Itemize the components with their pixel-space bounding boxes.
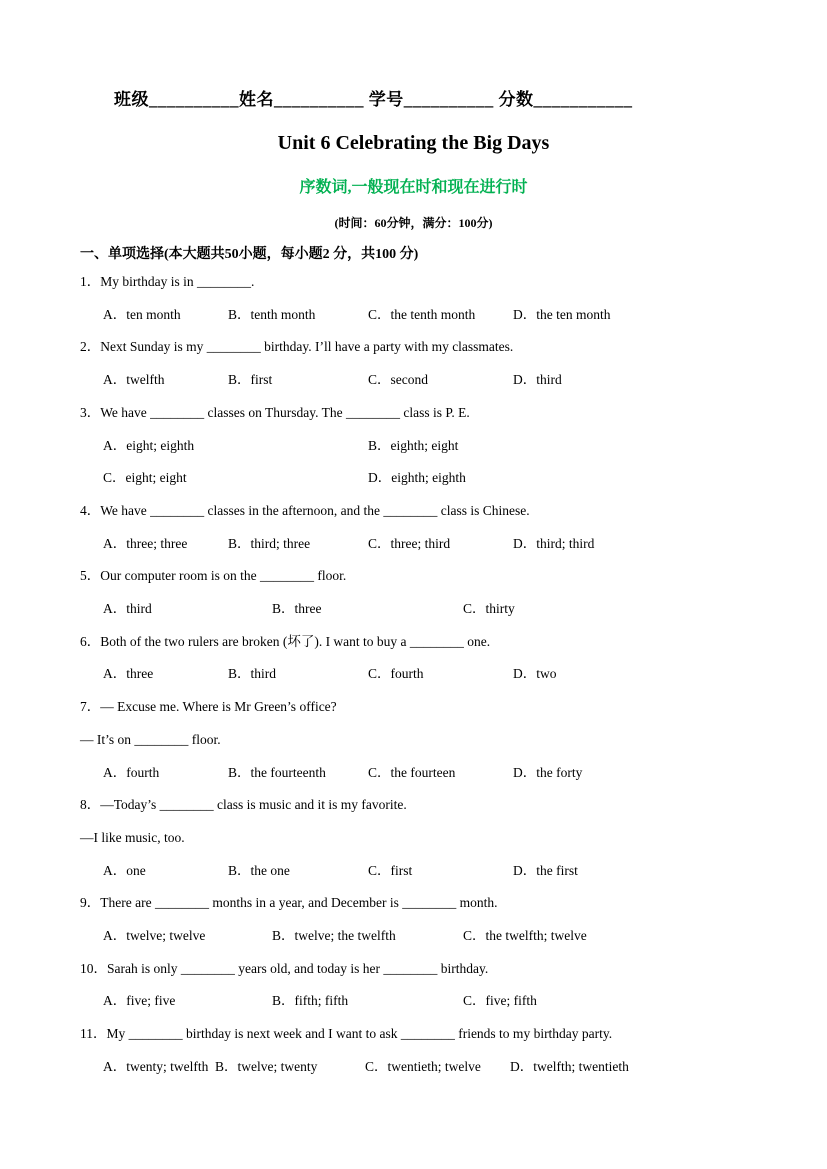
option-label: B． <box>272 993 295 1009</box>
question-block <box>80 789 747 887</box>
option-text: one <box>126 862 146 878</box>
answer-option <box>272 920 463 953</box>
answer-option <box>103 364 228 397</box>
page-title: Unit 6 Celebrating the Big Days <box>277 132 550 154</box>
option-label: C． <box>368 862 391 878</box>
option-label: C． <box>103 470 126 486</box>
student-info-line: 班级__________姓名__________ 学号__________ 分数___________ <box>114 90 633 109</box>
option-label: A． <box>103 928 127 944</box>
answer-option <box>365 1051 510 1084</box>
option-text: ten month <box>126 306 181 322</box>
answer-option <box>103 1051 215 1084</box>
option-label: D． <box>368 470 392 486</box>
option-text: fourth <box>126 764 160 780</box>
answer-option <box>103 528 228 561</box>
option-text: three; three <box>126 535 188 551</box>
option-text: first <box>250 372 273 388</box>
option-text: twelve; twelve <box>126 928 206 944</box>
question-number: 7． <box>80 699 101 715</box>
answer-option <box>510 1051 629 1084</box>
option-label: A． <box>103 862 127 878</box>
question-stem-line <box>80 626 747 659</box>
option-row <box>80 364 747 397</box>
option-label: B． <box>228 862 251 878</box>
question-stem-text: We have ________ classes in the afternoon, and the ________ class is Chinese. <box>100 502 530 518</box>
answer-option <box>368 855 513 888</box>
exam-info: (时间：60分钟，满分：100分) <box>334 216 493 230</box>
answer-option <box>228 855 368 888</box>
question-stem-line <box>80 331 747 364</box>
option-row <box>80 658 747 691</box>
question-number: 5． <box>80 568 101 584</box>
option-label: C． <box>463 993 486 1009</box>
option-text: three <box>294 601 322 617</box>
question-stem-text: Sarah is only ________ years old, and today is her ________ birthday. <box>107 960 489 976</box>
answer-option <box>103 985 272 1018</box>
option-label: C． <box>368 535 391 551</box>
option-label: D． <box>513 306 537 322</box>
option-label: B． <box>228 666 251 682</box>
answer-option <box>463 593 515 626</box>
question-block <box>80 953 747 1018</box>
option-text: the fourteenth <box>250 764 326 780</box>
question-block <box>80 1018 747 1083</box>
option-text: third <box>250 666 277 682</box>
answer-option <box>513 757 582 790</box>
option-label: A． <box>103 993 127 1009</box>
question-stem-text: Both of the two rulers are broken (坏了). I want to buy a ________ one. <box>100 633 491 649</box>
option-label: A． <box>103 372 127 388</box>
option-label: D． <box>510 1058 534 1074</box>
question-stem-line <box>80 691 747 724</box>
option-row <box>80 757 747 790</box>
option-text: five; five <box>126 993 176 1009</box>
answer-option <box>103 593 272 626</box>
option-text: three <box>126 666 154 682</box>
option-label: B． <box>272 601 295 617</box>
option-label: B． <box>368 437 391 453</box>
option-text: the tenth month <box>390 306 476 322</box>
answer-option <box>228 528 368 561</box>
option-text: eighth; eighth <box>391 470 466 486</box>
option-text: thirty <box>485 601 515 617</box>
option-label: A． <box>103 535 127 551</box>
answer-option <box>103 757 228 790</box>
option-text: eight; eight <box>125 470 187 486</box>
option-text: first <box>390 862 413 878</box>
option-label: D． <box>513 535 537 551</box>
option-text: twelve; twenty <box>237 1058 318 1074</box>
option-text: twenty; twelfth <box>126 1058 209 1074</box>
option-label: D． <box>513 666 537 682</box>
answer-option <box>272 985 463 1018</box>
option-row <box>80 462 747 495</box>
grammar-subtitle: 序数词,一般现在时和现在进行时 <box>299 179 528 196</box>
option-text: tenth month <box>250 306 316 322</box>
question-stem-text: —Today’s ________ class is music and it is my favorite. <box>100 797 407 813</box>
question-stem-text: Next Sunday is my ________ birthday. I’ll have a party with my classmates. <box>100 339 514 355</box>
answer-option <box>368 658 513 691</box>
question-stem-line <box>80 724 747 757</box>
option-label: B． <box>272 928 295 944</box>
option-text: twelfth; twentieth <box>533 1058 629 1074</box>
questions-list <box>80 266 747 1084</box>
answer-option <box>368 430 458 463</box>
option-label: A． <box>103 437 127 453</box>
option-label: C． <box>368 764 391 780</box>
option-text: third; three <box>250 535 311 551</box>
answer-option <box>513 658 557 691</box>
option-row <box>80 593 747 626</box>
option-label: B． <box>228 306 251 322</box>
question-stem-line <box>80 953 747 986</box>
option-text: third <box>126 601 152 617</box>
option-label: B． <box>215 1058 238 1074</box>
answer-option <box>368 528 513 561</box>
option-row <box>80 985 747 1018</box>
option-label: C． <box>368 306 391 322</box>
question-stem-text: Our computer room is on the ________ floor. <box>100 568 347 584</box>
question-block <box>80 397 747 495</box>
option-text: the twelfth; twelve <box>485 928 587 944</box>
question-stem-text: —I like music, too. <box>80 829 185 845</box>
question-stem-line <box>80 266 747 299</box>
option-label: C． <box>368 666 391 682</box>
answer-option <box>513 855 578 888</box>
question-block <box>80 560 747 625</box>
option-text: two <box>536 666 557 682</box>
question-block <box>80 495 747 560</box>
option-text: the fourteen <box>390 764 456 780</box>
question-stem-line <box>80 887 747 920</box>
question-number: 8． <box>80 797 101 813</box>
question-stem-text: My ________ birthday is next week and I want to ask ________ friends to my birthday party. <box>106 1026 613 1042</box>
option-text: third; third <box>536 535 595 551</box>
option-text: the forty <box>536 764 583 780</box>
question-number: 9． <box>80 895 101 911</box>
option-label: C． <box>463 928 486 944</box>
option-label: C． <box>368 372 391 388</box>
answer-option <box>368 757 513 790</box>
option-text: the one <box>250 862 290 878</box>
option-label: B． <box>228 764 251 780</box>
answer-option <box>228 364 368 397</box>
option-label: A． <box>103 1058 127 1074</box>
answer-option <box>228 658 368 691</box>
question-stem-text: — It’s on ________ floor. <box>80 731 221 747</box>
answer-option <box>513 364 562 397</box>
option-row <box>80 299 747 332</box>
question-stem-line <box>80 789 747 822</box>
option-label: C． <box>365 1058 388 1074</box>
option-label: B． <box>228 535 251 551</box>
answer-option <box>368 364 513 397</box>
answer-option <box>513 299 611 332</box>
option-text: second <box>390 372 429 388</box>
option-text: eight; eighth <box>126 437 195 453</box>
option-row <box>80 920 747 953</box>
question-number: 2． <box>80 339 101 355</box>
answer-option <box>228 757 368 790</box>
question-number: 10． <box>80 960 107 976</box>
option-label: C． <box>463 601 486 617</box>
question-number: 4． <box>80 502 101 518</box>
question-stem-text: We have ________ classes on Thursday. The ________ class is P. E. <box>100 404 470 420</box>
option-text: the first <box>536 862 578 878</box>
answer-option <box>463 920 587 953</box>
question-number: 1． <box>80 274 101 289</box>
question-stem-line <box>80 397 747 430</box>
option-text: fifth; fifth <box>294 993 349 1009</box>
question-number: 3． <box>80 404 101 420</box>
option-text: twelfth <box>126 372 165 388</box>
question-stem-line <box>80 495 747 528</box>
answer-option <box>103 430 368 463</box>
option-text: eighth; eight <box>390 437 459 453</box>
question-stem-line <box>80 560 747 593</box>
option-row <box>80 528 747 561</box>
question-stem-text: My birthday is in ________. <box>100 274 255 289</box>
answer-option <box>272 593 463 626</box>
option-row <box>80 1051 747 1084</box>
answer-option <box>463 985 537 1018</box>
question-stem-text: — Excuse me. Where is Mr Green’s office? <box>100 699 337 715</box>
question-number: 6． <box>80 633 101 649</box>
answer-option <box>215 1051 365 1084</box>
option-text: twelve; the twelfth <box>294 928 396 944</box>
question-block <box>80 626 747 691</box>
answer-option <box>368 299 513 332</box>
option-row <box>80 855 747 888</box>
option-text: three; third <box>390 535 451 551</box>
option-text: third <box>536 372 562 388</box>
option-label: A． <box>103 601 127 617</box>
option-row <box>80 430 747 463</box>
option-text: the ten month <box>536 306 611 322</box>
answer-option <box>513 528 594 561</box>
option-label: D． <box>513 862 537 878</box>
option-label: A． <box>103 306 127 322</box>
answer-option <box>103 462 368 495</box>
question-stem-line <box>80 822 747 855</box>
question-stem-line <box>80 1018 747 1051</box>
question-block <box>80 331 747 396</box>
answer-option <box>103 855 228 888</box>
question-number: 11． <box>80 1026 107 1042</box>
option-label: D． <box>513 764 537 780</box>
question-block <box>80 266 747 331</box>
option-text: fourth <box>390 666 424 682</box>
option-label: A． <box>103 666 127 682</box>
option-label: D． <box>513 372 537 388</box>
section-heading: 一、单项选择(本大题共50小题，每小题2 分，共100 分) <box>80 247 419 262</box>
question-stem-text: There are ________ months in a year, and December is ________ month. <box>100 895 498 911</box>
option-text: twentieth; twelve <box>387 1058 481 1074</box>
answer-option <box>103 920 272 953</box>
option-label: A． <box>103 764 127 780</box>
question-block <box>80 887 747 952</box>
option-label: B． <box>228 372 251 388</box>
option-text: five; fifth <box>485 993 537 1009</box>
answer-option <box>103 299 228 332</box>
question-block <box>80 691 747 789</box>
answer-option <box>368 462 466 495</box>
answer-option <box>103 658 228 691</box>
answer-option <box>228 299 368 332</box>
